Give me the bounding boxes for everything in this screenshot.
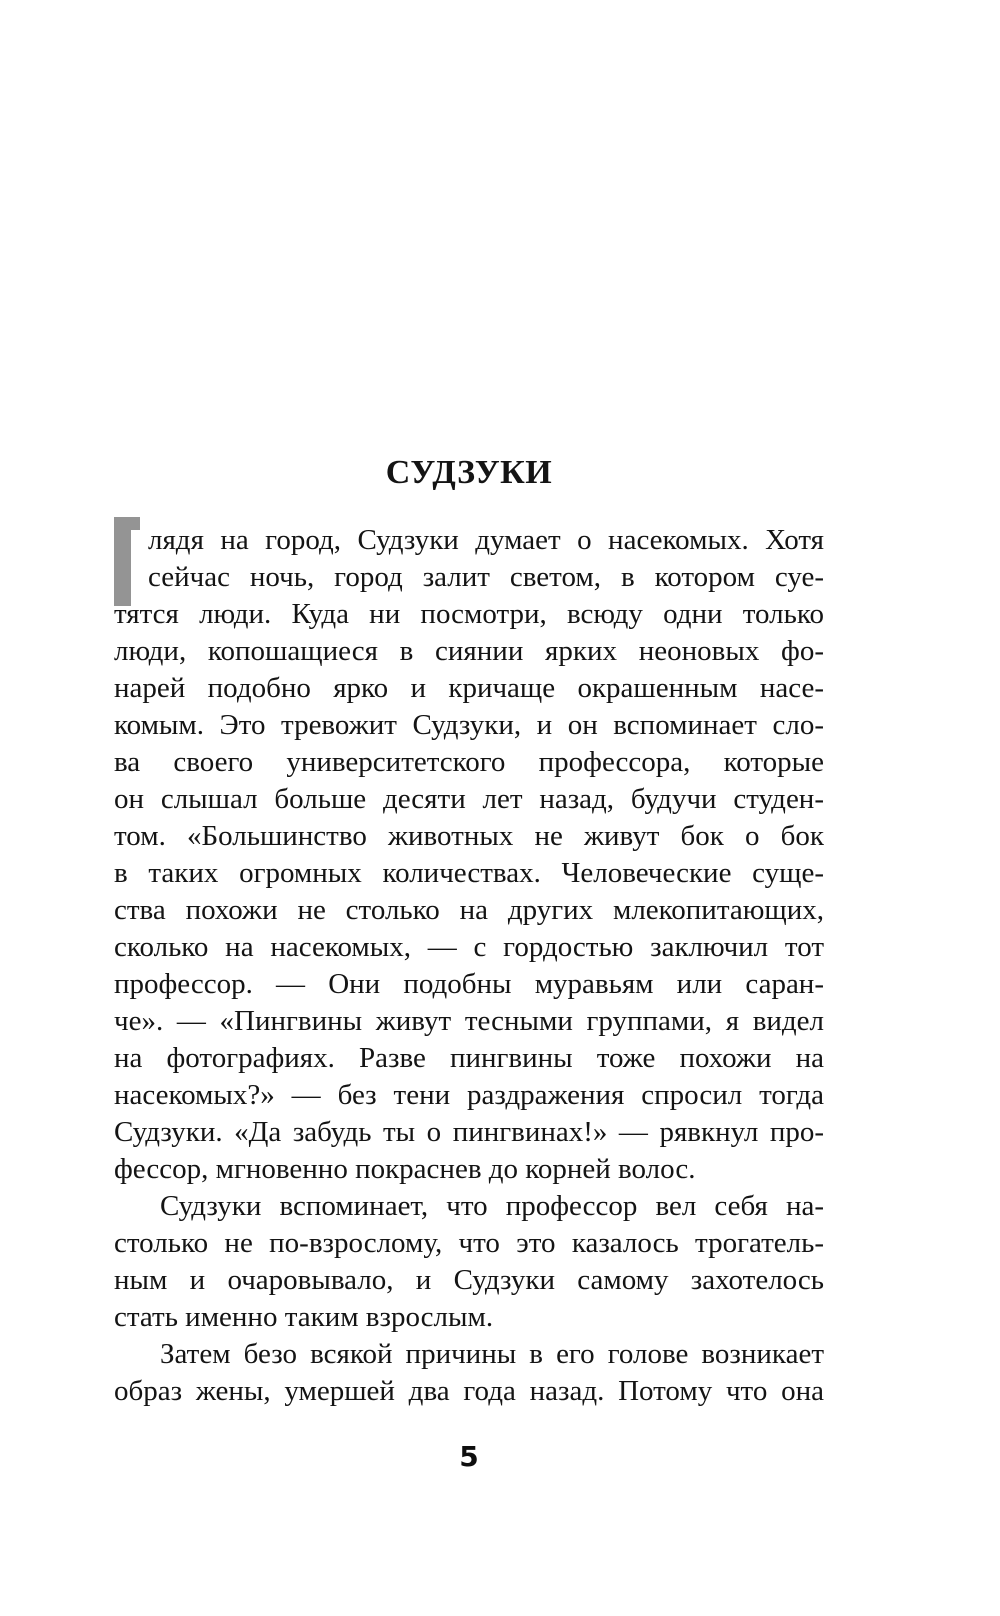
text-line: комым. Это тревожит Судзуки, и он вспоминает сло-	[114, 709, 824, 741]
page-number: 5	[459, 1440, 479, 1473]
text-line: на фотографиях. Разве пингвины тоже похожи на	[114, 1042, 824, 1074]
text-line: фессор, мгновенно покраснев до корней волос.	[114, 1153, 696, 1185]
text-line: сейчас ночь, город залит светом, в котором суе-	[148, 561, 824, 593]
text-line: люди, копошащиеся в сиянии ярких неоновых фо-	[114, 635, 824, 667]
text-line: том. «Большинство животных не живут бок о бок	[114, 820, 824, 852]
text-line: образ жены, умершей два года назад. Потому что она	[114, 1375, 824, 1407]
paragraph	[114, 1336, 824, 1410]
text-line: стать именно таким взрослым.	[114, 1301, 494, 1333]
text-line: насекомых?» — без тени раздражения спросил тогда	[114, 1079, 824, 1111]
text-line: сколько на насекомых, — с гордостью заключил тот	[114, 931, 824, 963]
text-line: профессор. — Они подобны муравьям или саран-	[114, 968, 824, 1000]
body-text	[114, 522, 824, 1410]
drop-cap	[114, 517, 140, 606]
text-line: ства похожи не столько на других млекопитающих,	[114, 894, 824, 926]
text-line: лядя на город, Судзуки думает о насекомых. Хотя	[148, 524, 824, 556]
paragraph	[114, 1188, 824, 1336]
text-line: столько не по-взрослому, что это казалось трогатель-	[114, 1227, 824, 1259]
text-line: тятся люди. Куда ни посмотри, всюду одни только	[114, 598, 824, 630]
chapter-title: СУДЗУКИ	[385, 454, 553, 491]
text-line: Судзуки. «Да забудь ты о пингвинах!» — рявкнул про-	[114, 1116, 824, 1148]
text-line: он слышал больше десяти лет назад, будучи студен-	[114, 783, 824, 815]
text-line: че». — «Пингвины живут тесными группами, я видел	[114, 1005, 824, 1037]
text-line: Судзуки вспоминает, что профессор вел себя на-	[160, 1190, 824, 1222]
text-line: ным и очаровывало, и Судзуки самому захотелось	[114, 1264, 824, 1296]
text-line: Затем безо всякой причины в его голове возникает	[160, 1338, 824, 1370]
text-line: нарей подобно ярко и кричаще окрашенным насе-	[114, 672, 824, 704]
text-line: в таких огромных количествах. Человеческие суще-	[114, 857, 824, 889]
paragraph	[114, 522, 824, 1188]
text-line: ва своего университетского профессора, которые	[114, 746, 824, 778]
